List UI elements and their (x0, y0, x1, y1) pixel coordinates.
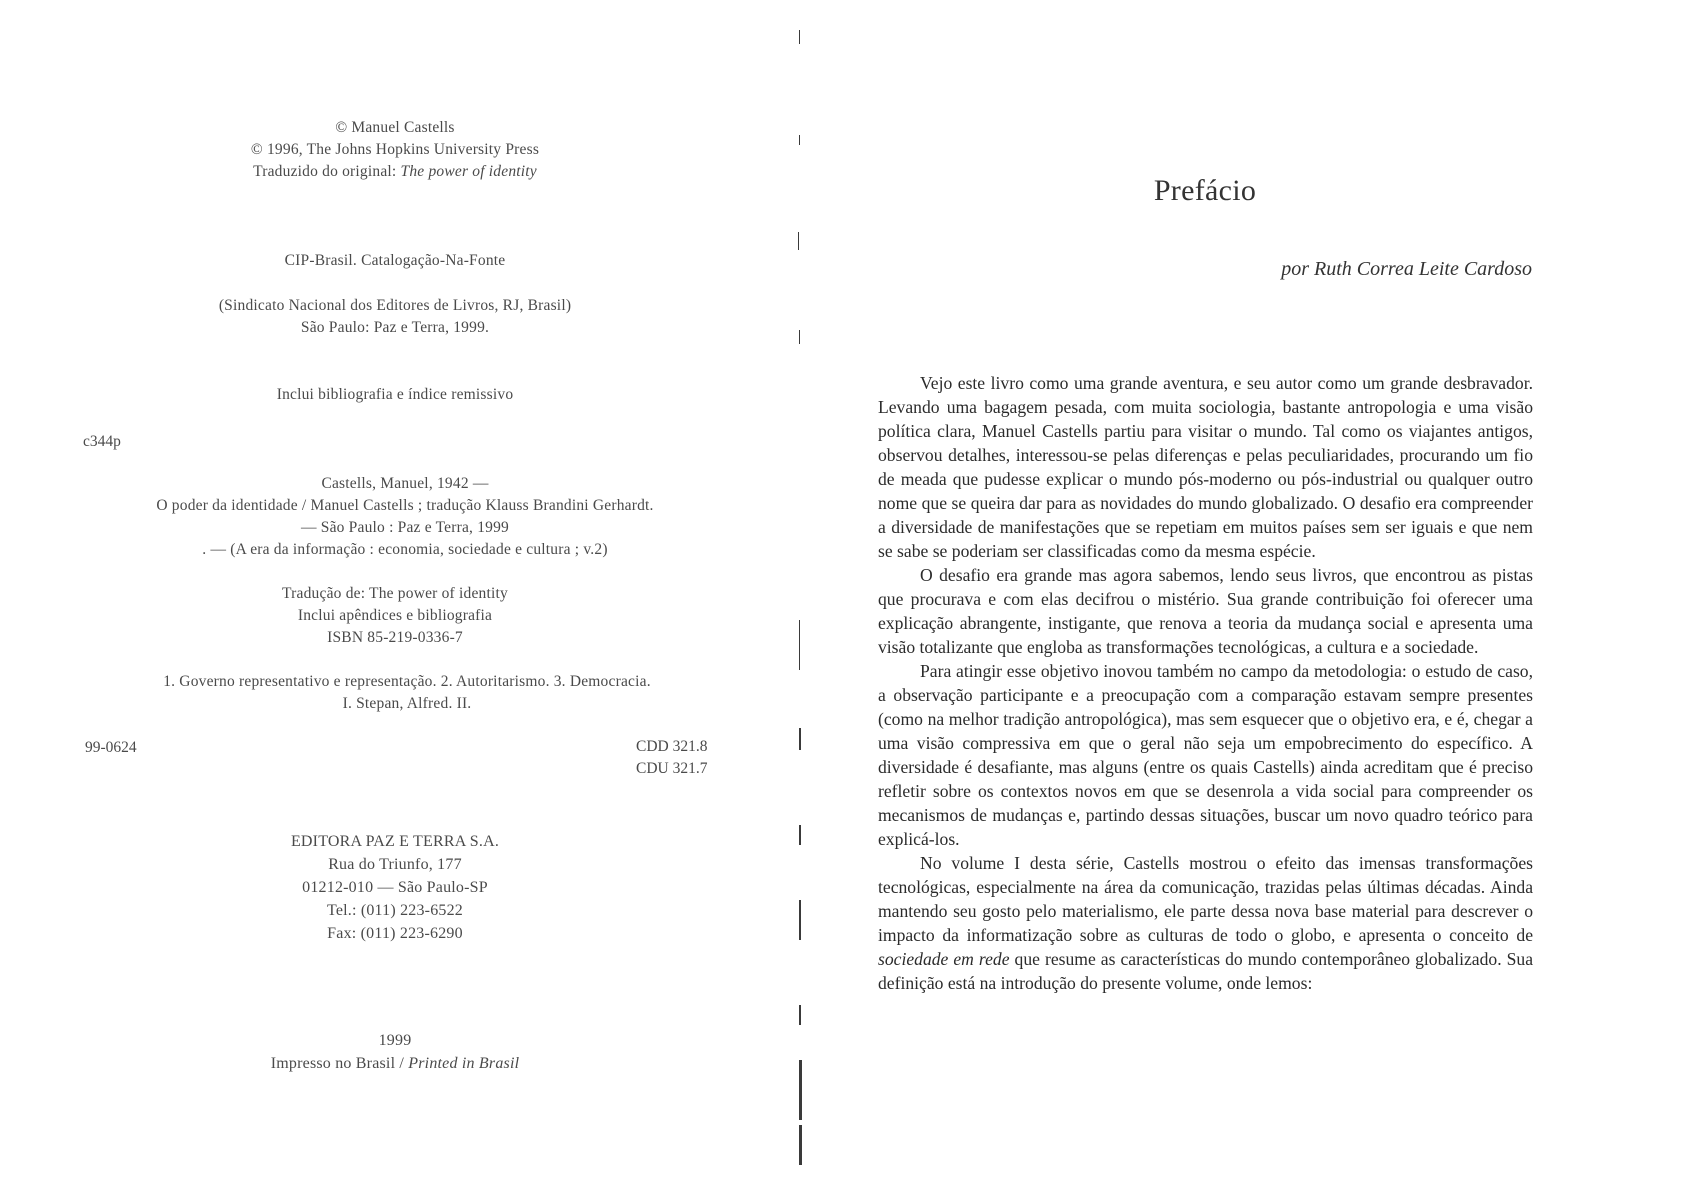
gutter-mark (799, 330, 800, 344)
publisher-city: 01212-010 — São Paulo-SP (302, 879, 488, 896)
preface-body (878, 371, 1533, 995)
cip-publisher-line: (Sindicato Nacional dos Editores de Livros, RJ, Brasil) (218, 297, 572, 314)
gutter-mark (799, 1005, 801, 1025)
cip-entry-line: Castells, Manuel, 1942 — (321, 475, 489, 492)
cip-entry-block (10, 473, 800, 561)
cip-entry-line: . — (A era da informação : economia, sociedade e cultura ; v.2) (202, 541, 608, 558)
cip-isbn: ISBN 85-219-0336-7 (327, 629, 463, 646)
cip-classification (636, 736, 707, 780)
cip-entry-line: O poder da identidade / Manuel Castells ; tradução Klauss Brandini Gerhardt. (156, 497, 654, 514)
gutter-mark (799, 1060, 802, 1120)
cip-code: c344p (83, 433, 121, 450)
gutter-mark (799, 900, 801, 940)
gutter-mark (799, 135, 800, 145)
gutter-mark (799, 825, 801, 845)
paragraph: Para atingir esse objetivo inovou também no campo da metodologia: o estudo de caso, a observação participante e a preocupação com a comparação estavam sempre presentes (como na melhor tradição antropológica), mas sem esquecer que o objetivo era, e é, chegar a uma visão compressiva em que o geral não seja um empobrecimento do específico. A diversidade é desafiante, mas alguns (entre os quais Castells) ainda acreditam que é preciso refletir sobre os contextos novos em que se desenrola a vida social para compreender os mecanismos de mudanças e, partindo dessas situações, buscar um novo quadro teórico para explicá-los. (878, 661, 1533, 849)
cdu-code: CDU 321.7 (636, 760, 708, 777)
author-byline: por Ruth Correa Leite Cardoso (1281, 258, 1532, 280)
copyright-line-author: © Manuel Castells (335, 119, 455, 136)
paragraph: Vejo este livro como uma grande aventura, e seu autor como um grande desbravador. Levando uma bagagem pesada, com muita sociologia, bastante antropologia e uma visão política clara, Manuel Castells partiu para visitar o mundo. Tal como os viajantes antigos, observou detalhes, interessou-se pelas diferenças e pelas peculiaridades, procurando um fio de meada que pudesse explicar o mundo pós-moderno ou pós-industrial ou qualquer outro nome que se queira dar para as novidades do mundo globalizado. O desafio era compreender a diversidade de manifestações que se repetiam em muitos países sem ser iguais e que nem se sabe se poderiam ser classificadas como da mesma espécie. (878, 373, 1533, 561)
paragraph: O desafio era grande mas agora sabemos, lendo seus livros, que encontrou as pistas que procurava e com elas decifrou o mistério. Sua grande contribuição foi oferecer uma explicação abrangente, instigante, que renova a teoria da mudança social e apresenta uma visão totalizante que engloba as transformações tecnológicas, a cultura e a sociedade. (878, 565, 1533, 657)
cip-publisher-block (0, 295, 790, 339)
paragraph (878, 851, 1533, 995)
imprint (0, 1029, 790, 1075)
gutter-mark (799, 1125, 802, 1165)
publisher-fax: Fax: (011) 223-6290 (327, 925, 463, 942)
cip-title-text: CIP-Brasil. Catalogação-Na-Fonte (284, 252, 506, 269)
copyright-page (0, 0, 790, 1190)
original-title-prefix: Traduzido do original: (253, 163, 401, 180)
publisher-phone: Tel.: (011) 223-6522 (326, 902, 464, 919)
original-title-line (0, 161, 790, 183)
cdd-code: CDD 321.8 (636, 738, 708, 755)
book-gutter (790, 0, 810, 1190)
original-title: The power of identity (400, 163, 537, 180)
cip-includes (0, 384, 790, 406)
cip-translation-block (0, 583, 790, 649)
preface-page (810, 0, 1684, 1190)
imprint-english: Printed in Brasil (408, 1055, 520, 1072)
publisher-street: Rua do Triunfo, 177 (328, 856, 462, 873)
copyright-line-press: © 1996, The Johns Hopkins University Press (250, 141, 540, 158)
cip-translation-line: Tradução de: The power of identity (282, 585, 508, 602)
cip-subject-line: 1. Governo representativo e representação. 2. Autoritarismo. 3. Democracia. (163, 673, 651, 690)
cip-heading (0, 250, 790, 272)
cip-subject-line: I. Stepan, Alfred. II. (342, 695, 472, 712)
cip-publisher-location: São Paulo: Paz e Terra, 1999. (300, 319, 490, 336)
cip-number: 99-0624 (85, 739, 137, 756)
gutter-mark (799, 30, 800, 44)
copyright-block (0, 117, 790, 183)
cip-includes-text: Inclui bibliografia e índice remissivo (276, 386, 514, 403)
imprint-text (0, 1052, 790, 1075)
chapter-title: Prefácio (1153, 174, 1257, 207)
paragraph-text: que resume as características do mundo contemporâneo globalizado. Sua definição está na introdução do presente volume, onde lemos: (878, 949, 1533, 993)
publisher-address (0, 830, 790, 945)
cip-translation-line: Inclui apêndices e bibliografia (297, 607, 493, 624)
cip-subjects-block (12, 671, 802, 715)
cip-entry-line: — São Paulo : Paz e Terra, 1999 (300, 519, 509, 536)
paragraph-text: No volume I desta série, Castells mostrou o efeito das imensas transformações tecnológicas, especialmente na área da comunicação, trazidas pelas últimas décadas. Ainda mantendo seu gosto pelo materialismo, ele parte dessa nova base material para descrever o impacto da informatização sobre as culturas de todo o globo, e apresenta o conceito de (878, 853, 1533, 945)
imprint-year: 1999 (378, 1032, 412, 1049)
gutter-mark (799, 620, 800, 670)
paragraph-emphasis: sociedade em rede (878, 949, 1010, 969)
publisher-name: EDITORA PAZ E TERRA S.A. (290, 833, 500, 850)
gutter-mark (799, 728, 801, 750)
imprint-prefix: Impresso no Brasil / (270, 1055, 409, 1072)
gutter-mark (798, 232, 799, 250)
